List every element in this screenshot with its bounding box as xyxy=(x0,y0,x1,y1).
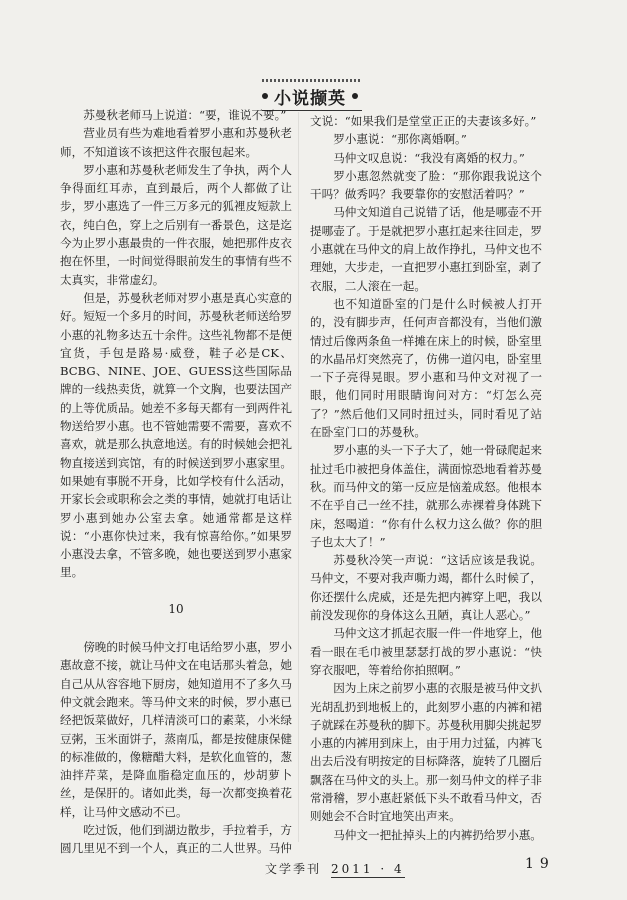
paragraph: 罗小惠说：“那你离婚啊。” xyxy=(333,132,467,147)
paragraph: 但是，苏曼秋老师对罗小惠是真心实意的好。短短一个多月的时间，苏曼秋老师送给罗小惠的礼物多达五十余件。这些礼物都不是便宜货，手包是路易·威登，鞋子必是CK、BCBG、NINE、JOE、GUESS这些国际品牌的一线热卖货，就算一个文胸，也要法国产的上等优质品。她差不多每天都有一到两件礼物送给罗小惠。也不管她需要不需要，喜欢不喜欢，就是那么执意地送。有的时候她会把礼物直接送到宾馆，有的时候送到罗小惠家里。如果她有事脱不开身，比如学校有什么活动，开家长会或职称会之类的事情，她就打电话让罗小惠到她办公室去拿。她通常都是这样说：“小惠你快过来，我有惊喜给你。”如果罗小惠没去拿，不管多晚，她也要送到罗小惠家里。 xyxy=(60,290,292,580)
paragraph: 马仲文这才抓起衣服一件一件地穿上，他看一眼在毛巾被里瑟瑟打战的罗小惠说：“快穿衣服吧，等着给你拍照啊。” xyxy=(310,626,542,677)
paragraph: 吃过饭，他们到湖边散步，手拉着手，方圆几里见不到一个人，真正的二人世界。马仲 xyxy=(60,822,292,856)
paragraph: 马仲文叹息说：“我没有离婚的权力。” xyxy=(333,150,525,165)
page-number: 19 xyxy=(525,856,555,872)
paragraph: 苏曼秋老师马上说道：“要，谁说不要。” xyxy=(83,108,287,122)
paragraph: 也不知道卧室的门是什么时候被人打开的，没有脚步声，任何声音都没有，当他们激情过后像两条鱼一样摊在床上的时候，卧室里的水晶吊灯突然亮了，仿佛一道闪电，卧室里一下子亮得晃眼。罗小惠和马仲文对视了一眼，他们同时用眼睛询问对方：“灯怎么亮了？”然后他们又同时扭过头，同时看见了站在卧室门口的苏曼秋。 xyxy=(310,296,542,440)
section-number: 10 xyxy=(168,601,184,616)
paragraph: 马仲文知道自己说错了话，他是哪壶不开提哪壶了。于是就把罗小惠扛起来往回走，罗小惠就在马仲文的肩上故作挣扎，马仲文也不理她，大步走，一直把罗小惠扛到卧室，剥了衣服，二人滚在一起。 xyxy=(310,205,542,293)
paragraph: 营业员有些为难地看着罗小惠和苏曼秋老师，不知道该不该把这件衣服包起来。 xyxy=(60,126,292,159)
paragraph: 文说：“如果我们是堂堂正正的夫妻该多好。” xyxy=(310,114,537,128)
left-column xyxy=(60,106,292,858)
journal-name: 文学季刊 xyxy=(265,862,322,876)
paragraph: 马仲文一把扯掉头上的内裤扔给罗小惠。 xyxy=(333,827,542,842)
section-tag xyxy=(245,84,375,108)
bullet-icon xyxy=(262,93,268,99)
paragraph: 罗小惠忽然就变了脸：“那你跟我说这个干吗？做秀吗？我要靠你的安慰活着吗？” xyxy=(310,168,542,202)
footer xyxy=(265,860,405,878)
paragraph: 罗小惠和苏曼秋老师发生了争执，两个人争得面红耳赤，直到最后，两个人都做了让步，罗小惠选了一件三万多元的狐裡皮短款上衣，纯白色，穿上之后别有一番景色，这是迄今为止罗小惠最贵的一件衣服，她把那件皮衣抱在怀里，一时间觉得眼前发生的事情有些不太真实，非常虚幻。 xyxy=(60,162,292,287)
paragraph: 因为上床之前罗小惠的衣服是被马仲文扒光胡乱扔到地板上的，此刻罗小惠的内裤和裙子就踩在苏曼秋的脚下。苏曼秋用脚尖挑起罗小惠的内裤用到床上，由于用力过猛，内裤飞出去后没有明按定的目标降落，旋转了几圈后飘落在马仲文的头上。那一刻马仲文的样子非常滑稽，罗小惠赶紧低下头不敢看马仲文，否则她会不合时宜地笑出声来。 xyxy=(310,681,542,824)
right-column xyxy=(310,112,542,844)
paragraph: 苏曼秋冷笑一声说：“这话应该是我说。马仲文，不要对我声嘶力竭，都什么时候了，你还摆什么虎威，还是先把内裤穿上吧，我以前没发现你的身体这么丑陋，真让人恶心。” xyxy=(310,553,542,623)
column-gutter xyxy=(298,112,299,842)
paragraph: 罗小惠的头一下子大了，她一骨碌爬起来扯过毛巾被把身体盖住，满面惊恐地看着苏曼秋。而马仲文的第一反应是恼羞成怒。他根本不在乎自己一丝不挂，就那么赤裸着身体跳下床，怒喝道：“你有什么权力这么做？你的胆子也太大了！” xyxy=(310,443,542,549)
section-title: 小说撷英 xyxy=(274,88,346,109)
bullet-icon xyxy=(352,93,358,99)
header-dot-rule xyxy=(262,79,362,82)
issue-number: 2011 · 4 xyxy=(331,862,405,876)
paragraph: 傍晚的时候马仲文打电话给罗小惠，罗小惠故意不接，就让马仲文在电话那头着急，她自己从从容容地下厨房，她知道用不了多久马仲文就会跑来。等马仲文来的时候，罗小惠已经把饭菜做好，几样清淡可口的素菜，小米绿豆粥，玉米面饼子，蒸南瓜，都是按健康保健的标准做的，像糖醋大料，是软化血管的，葱油拌芹菜，是降血脂稳定血压的，炒胡萝卜丝，是保肝的。诸如此类，每一次都变换着花样，让马仲文感动不已。 xyxy=(60,640,292,819)
